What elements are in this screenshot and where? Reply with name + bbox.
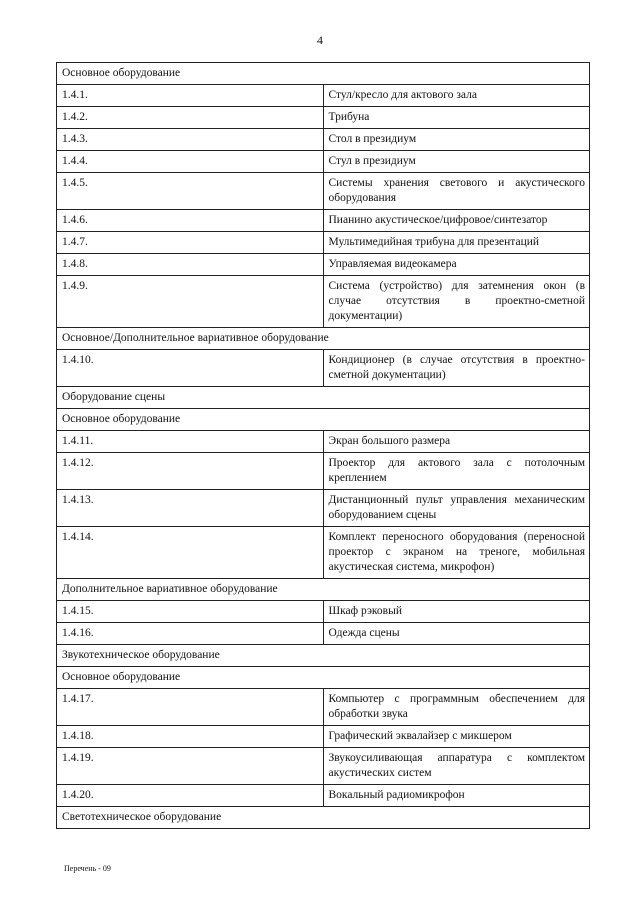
- item-description: Управляемая видеокамера: [323, 254, 590, 276]
- section-header: Оборудование сцены: [57, 387, 590, 409]
- section-header-row: [57, 579, 590, 601]
- section-header: Звукотехническое оборудование: [57, 645, 590, 667]
- item-number: 1.4.16.: [57, 623, 324, 645]
- table-row: [57, 726, 590, 748]
- page-number: 4: [317, 33, 323, 47]
- table-row: [57, 490, 590, 527]
- table-row: [57, 748, 590, 785]
- item-number: 1.4.10.: [57, 350, 324, 387]
- section-header-row: [57, 328, 590, 350]
- section-header: Основное оборудование: [57, 409, 590, 431]
- table-row: [57, 785, 590, 807]
- footer-text: Перечень - 09: [64, 864, 111, 873]
- item-description: Мультимедийная трибуна для презентаций: [323, 232, 590, 254]
- section-header-row: [57, 645, 590, 667]
- item-number: 1.4.4.: [57, 151, 324, 173]
- item-number: 1.4.13.: [57, 490, 324, 527]
- item-description: Одежда сцены: [323, 623, 590, 645]
- table-row: [57, 350, 590, 387]
- item-description: Проектор для актового зала с потолочным креплением: [323, 453, 590, 490]
- item-number: 1.4.3.: [57, 129, 324, 151]
- item-description: Кондиционер (в случае отсутствия в проектно-сметной документации): [323, 350, 590, 387]
- equipment-table-body: [57, 63, 590, 829]
- item-description: Шкаф рэковый: [323, 601, 590, 623]
- table-row: [57, 689, 590, 726]
- table-row: [57, 527, 590, 579]
- item-number: 1.4.2.: [57, 107, 324, 129]
- section-header: Основное оборудование: [57, 667, 590, 689]
- table-row: [57, 173, 590, 210]
- section-header-row: [57, 667, 590, 689]
- item-number: 1.4.19.: [57, 748, 324, 785]
- table-row: [57, 276, 590, 328]
- item-description: Комплект переносного оборудования (переносной проектор с экраном на треноге, мобильная акустическая система, микрофон): [323, 527, 590, 579]
- item-number: 1.4.15.: [57, 601, 324, 623]
- table-row: [57, 453, 590, 490]
- item-description: Стул/кресло для актового зала: [323, 85, 590, 107]
- item-number: 1.4.6.: [57, 210, 324, 232]
- item-description: Звукоусиливающая аппаратура с комплектом акустических систем: [323, 748, 590, 785]
- section-header-row: [57, 409, 590, 431]
- table-row: [57, 85, 590, 107]
- item-number: 1.4.18.: [57, 726, 324, 748]
- section-header-row: [57, 387, 590, 409]
- item-number: 1.4.9.: [57, 276, 324, 328]
- item-number: 1.4.7.: [57, 232, 324, 254]
- section-header-row: [57, 807, 590, 829]
- item-number: 1.4.1.: [57, 85, 324, 107]
- section-header: Дополнительное вариативное оборудование: [57, 579, 590, 601]
- item-number: 1.4.14.: [57, 527, 324, 579]
- item-number: 1.4.12.: [57, 453, 324, 490]
- item-number: 1.4.11.: [57, 431, 324, 453]
- item-description: Трибуна: [323, 107, 590, 129]
- item-description: Системы хранения светового и акустического оборудования: [323, 173, 590, 210]
- table-row: [57, 129, 590, 151]
- section-header: Светотехническое оборудование: [57, 807, 590, 829]
- equipment-table: [56, 62, 590, 829]
- table-row: [57, 107, 590, 129]
- item-description: Стол в президиум: [323, 129, 590, 151]
- item-number: 1.4.8.: [57, 254, 324, 276]
- item-description: Система (устройство) для затемнения окон (в случае отсутствия в проектно-сметной документации): [323, 276, 590, 328]
- item-description: Дистанционный пульт управления механическим оборудованием сцены: [323, 490, 590, 527]
- section-header-row: [57, 63, 590, 85]
- item-description: Графический эквалайзер с микшером: [323, 726, 590, 748]
- table-row: [57, 601, 590, 623]
- table-row: [57, 151, 590, 173]
- item-description: Стул в президиум: [323, 151, 590, 173]
- item-description: Пианино акустическое/цифровое/синтезатор: [323, 210, 590, 232]
- item-description: Экран большого размера: [323, 431, 590, 453]
- item-number: 1.4.5.: [57, 173, 324, 210]
- table-row: [57, 210, 590, 232]
- item-description: Вокальный радиомикрофон: [323, 785, 590, 807]
- table-row: [57, 623, 590, 645]
- table-row: [57, 431, 590, 453]
- item-description: Компьютер с программным обеспечением для обработки звука: [323, 689, 590, 726]
- item-number: 1.4.20.: [57, 785, 324, 807]
- section-header: Основное оборудование: [57, 63, 590, 85]
- section-header: Основное/Дополнительное вариативное оборудование: [57, 328, 590, 350]
- table-row: [57, 254, 590, 276]
- table-row: [57, 232, 590, 254]
- item-number: 1.4.17.: [57, 689, 324, 726]
